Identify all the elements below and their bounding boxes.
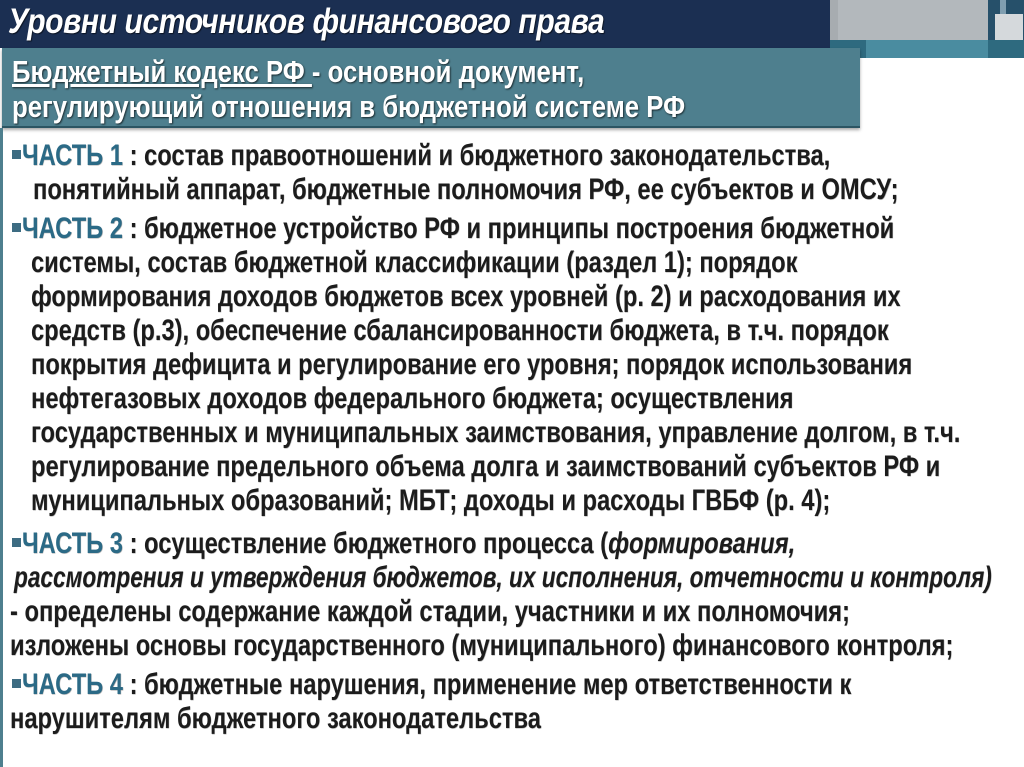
part-1-line: понятийный аппарат, бюджетные полномочия РФ, ее субъектов и ОМСУ; [33, 173, 899, 206]
subtitle-line-1-rest: - основной документ, [311, 54, 585, 89]
part-4-first-line [22, 668, 851, 702]
left-edge-stripe [0, 128, 3, 767]
part-2-line: формирования доходов бюджетов всех уровней (р. 2) и расходования их [31, 280, 901, 313]
part-2-line: государственных и муниципальных заимствования, управление долгом, в т.ч. [31, 416, 961, 449]
part-2-line: средств (р.3), обеспечение сбалансированности бюджета, в т.ч. порядок [31, 314, 889, 347]
part-3-first-text: : осуществление бюджетного процесса ( [122, 527, 609, 560]
part-3-first-italic: формирования, [608, 527, 796, 560]
part-2-line: системы, состав бюджетной классификации (раздел 1); порядок [31, 246, 798, 279]
bullet-square-icon [12, 679, 21, 688]
subtitle-line-2: регулирующий отношения в бюджетной системе РФ [12, 89, 686, 124]
part-3-italic-line: рассмотрения и утверждения бюджетов, их исполнения, отчетности и контроля) [14, 561, 992, 594]
part-3-line: изложены основы государственного (муниципального) финансового контроля; [10, 629, 954, 662]
part-1-first-line [22, 139, 830, 173]
part-1-label: ЧАСТЬ 1 [22, 139, 123, 172]
part-1-first-text: : состав правоотношений и бюджетного законодательства, [122, 139, 831, 172]
part-3-label: ЧАСТЬ 3 [22, 527, 123, 560]
part-2-line: нефтегазовых доходов федерального бюджета; осуществления [31, 382, 794, 415]
corner-decoration [866, 40, 988, 58]
subtitle-underlined-term: Бюджетный кодекс РФ [12, 54, 312, 89]
part-2-line: покрытия дефицита и регулирование его уровня; порядок использования [31, 348, 913, 381]
corner-decoration [995, 14, 1023, 40]
part-2-first-line [22, 212, 894, 246]
subtitle-line-1 [12, 54, 584, 90]
part-2-first-text: : бюджетное устройство РФ и принципы построения бюджетной [122, 212, 895, 245]
part-4-label: ЧАСТЬ 4 [22, 668, 123, 701]
corner-decoration [838, 0, 988, 40]
part-2-line: муниципальных образований; МБТ; доходы и расходы ГВБФ (р. 4); [31, 484, 831, 517]
subtitle-box [2, 48, 860, 128]
part-3-first-line [22, 527, 795, 561]
part-4-first-text: : бюджетные нарушения, применение мер ответственности к [122, 668, 852, 701]
bullet-square-icon [12, 223, 21, 232]
part-4-line: нарушителям бюджетного законодательства [10, 702, 541, 735]
part-2-line: регулирование предельного объема долга и заимствований субъектов РФ и [31, 450, 941, 483]
slide-title: Уровни источников финансового права [8, 2, 605, 41]
bullet-square-icon [12, 538, 21, 547]
part-2-label: ЧАСТЬ 2 [22, 212, 123, 245]
part-3-line: - определены содержание каждой стадии, участники и их полномочия; [10, 595, 850, 628]
bullet-square-icon [12, 150, 21, 159]
